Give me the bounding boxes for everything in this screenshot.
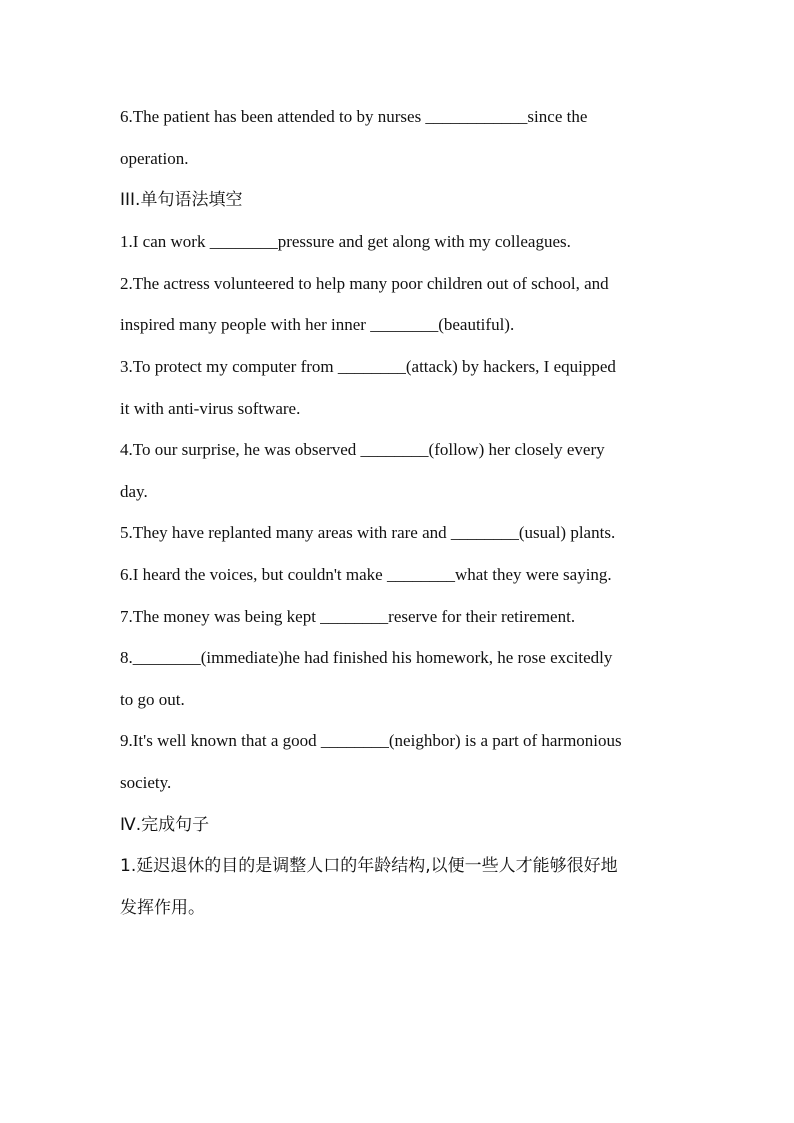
q3-8-line-2: to go out. [120,690,185,709]
q2-6-line-2: operation. [120,149,189,168]
q3-2-line-1: 2.The actress volunteered to help many poor children out of school, and [120,274,609,293]
q3-6: 6.I heard the voices, but couldn't make ________what they were saying. [120,565,612,584]
q3-4-line-1: 4.To our surprise, he was observed ________(follow) her closely every [120,440,605,459]
q3-5: 5.They have replanted many areas with rare and ________(usual) plants. [120,523,616,542]
q3-9-line-1: 9.It's well known that a good ________(neighbor) is a part of harmonious [120,731,622,750]
section-heading-iii: III.单句语法填空 [120,190,243,210]
section-heading-iv: Ⅳ.完成句子 [120,815,210,835]
q3-8-line-1: 8.________(immediate)he had finished his homework, he rose excitedly [120,648,613,667]
q4-1-line-2: 发挥作用。 [120,898,205,918]
q3-4-line-2: day. [120,482,148,501]
q3-1: 1.I can work ________pressure and get along with my colleagues. [120,232,571,251]
q2-6-line-1: 6.The patient has been attended to by nurses ____________since the [120,107,588,126]
q4-1-line-1: 1.延迟退休的目的是调整人口的年龄结构,以便一些人才能够很好地 [120,856,618,876]
q3-3-line-2: it with anti-virus software. [120,399,301,418]
q3-3-line-1: 3.To protect my computer from ________(attack) by hackers, I equipped [120,357,616,376]
q3-2-line-2: inspired many people with her inner ________(beautiful). [120,315,515,334]
q3-9-line-2: society. [120,773,172,792]
q3-7: 7.The money was being kept ________reserve for their retirement. [120,607,576,626]
